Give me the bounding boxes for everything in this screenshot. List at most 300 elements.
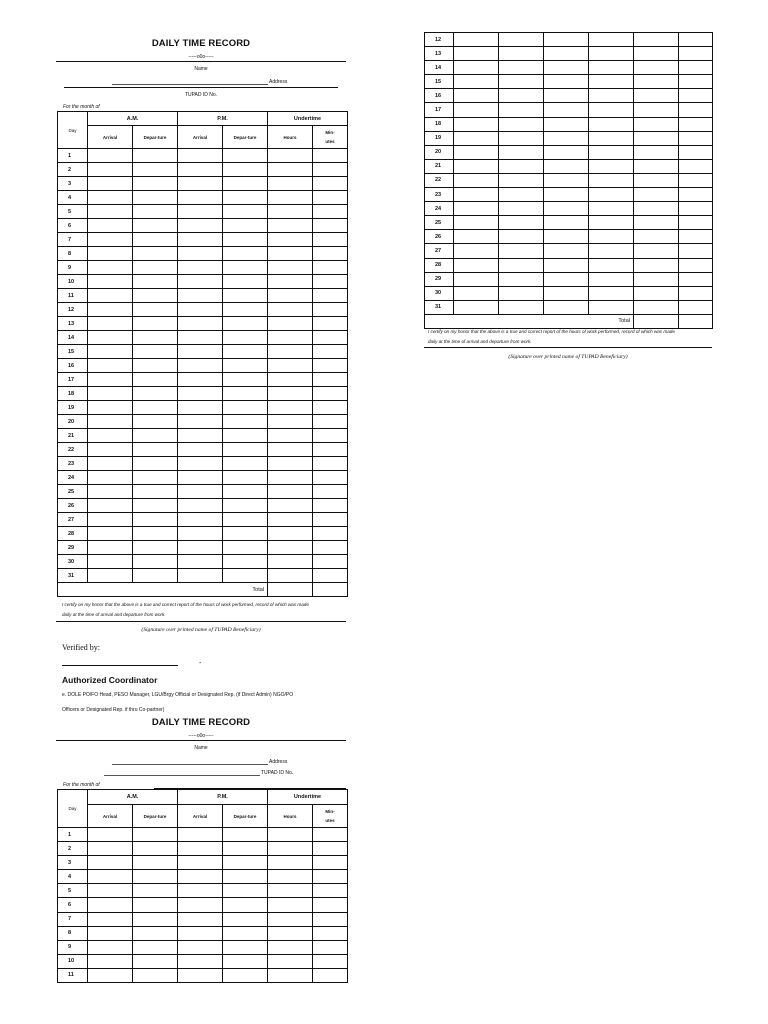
pm-departure-cell[interactable] xyxy=(223,457,268,471)
pm-arrival-cell[interactable] xyxy=(178,443,223,457)
am-arrival-cell[interactable] xyxy=(88,541,133,555)
undertime-hours-cell[interactable] xyxy=(268,968,313,982)
pm-departure-cell[interactable] xyxy=(223,842,268,856)
am-departure-cell[interactable] xyxy=(133,884,178,898)
am-arrival-cell[interactable] xyxy=(88,828,133,842)
am-arrival-cell[interactable] xyxy=(454,258,499,272)
undertime-minutes-cell[interactable] xyxy=(313,191,348,205)
undertime-minutes-cell[interactable] xyxy=(313,233,348,247)
am-arrival-cell[interactable] xyxy=(88,513,133,527)
am-departure-cell[interactable] xyxy=(133,387,178,401)
undertime-hours-cell[interactable] xyxy=(268,527,313,541)
pm-arrival-cell[interactable] xyxy=(178,940,223,954)
pm-departure-cell[interactable] xyxy=(223,884,268,898)
pm-departure-cell[interactable] xyxy=(223,149,268,163)
pm-arrival-cell[interactable] xyxy=(544,244,589,258)
am-arrival-cell[interactable] xyxy=(88,247,133,261)
undertime-hours-cell[interactable] xyxy=(268,233,313,247)
am-departure-cell[interactable] xyxy=(133,163,178,177)
am-arrival-cell[interactable] xyxy=(88,429,133,443)
am-arrival-cell[interactable] xyxy=(88,345,133,359)
undertime-minutes-cell[interactable] xyxy=(313,968,348,982)
pm-departure-cell[interactable] xyxy=(223,940,268,954)
undertime-hours-cell[interactable] xyxy=(268,912,313,926)
am-departure-cell[interactable] xyxy=(499,145,544,159)
am-departure-cell[interactable] xyxy=(499,159,544,173)
am-departure-cell[interactable] xyxy=(133,912,178,926)
am-departure-cell[interactable] xyxy=(499,258,544,272)
pm-arrival-cell[interactable] xyxy=(178,828,223,842)
undertime-hours-cell[interactable] xyxy=(268,191,313,205)
pm-arrival-cell[interactable] xyxy=(178,555,223,569)
pm-arrival-cell[interactable] xyxy=(178,359,223,373)
undertime-hours-cell[interactable] xyxy=(268,513,313,527)
undertime-minutes-cell[interactable] xyxy=(313,289,348,303)
am-arrival-cell[interactable] xyxy=(88,331,133,345)
pm-arrival-cell[interactable] xyxy=(178,569,223,583)
undertime-minutes-cell[interactable] xyxy=(313,940,348,954)
undertime-minutes-cell[interactable] xyxy=(679,61,713,75)
undertime-hours-cell[interactable] xyxy=(634,272,679,286)
undertime-hours-cell[interactable] xyxy=(634,300,679,314)
pm-departure-cell[interactable] xyxy=(223,485,268,499)
undertime-hours-cell[interactable] xyxy=(268,429,313,443)
undertime-minutes-cell[interactable] xyxy=(313,912,348,926)
am-departure-cell[interactable] xyxy=(499,33,544,47)
am-arrival-cell[interactable] xyxy=(88,954,133,968)
pm-arrival-cell[interactable] xyxy=(544,47,589,61)
undertime-minutes-cell[interactable] xyxy=(313,954,348,968)
am-departure-cell[interactable] xyxy=(133,219,178,233)
pm-arrival-cell[interactable] xyxy=(178,373,223,387)
am-arrival-cell[interactable] xyxy=(88,219,133,233)
undertime-hours-cell[interactable] xyxy=(268,387,313,401)
undertime-minutes-cell[interactable] xyxy=(679,47,713,61)
am-departure-cell[interactable] xyxy=(499,131,544,145)
pm-arrival-cell[interactable] xyxy=(178,499,223,513)
pm-arrival-cell[interactable] xyxy=(544,33,589,47)
pm-departure-cell[interactable] xyxy=(589,216,634,230)
pm-departure-cell[interactable] xyxy=(223,289,268,303)
pm-arrival-cell[interactable] xyxy=(178,387,223,401)
am-arrival-cell[interactable] xyxy=(454,244,499,258)
pm-arrival-cell[interactable] xyxy=(178,856,223,870)
am-arrival-cell[interactable] xyxy=(454,89,499,103)
pm-arrival-cell[interactable] xyxy=(178,954,223,968)
pm-arrival-cell[interactable] xyxy=(178,527,223,541)
undertime-minutes-cell[interactable] xyxy=(679,216,713,230)
pm-departure-cell[interactable] xyxy=(589,244,634,258)
undertime-hours-cell[interactable] xyxy=(634,188,679,202)
pm-arrival-cell[interactable] xyxy=(544,188,589,202)
am-arrival-cell[interactable] xyxy=(454,230,499,244)
am-arrival-cell[interactable] xyxy=(88,555,133,569)
am-arrival-cell[interactable] xyxy=(454,173,499,187)
pm-arrival-cell[interactable] xyxy=(544,103,589,117)
pm-arrival-cell[interactable] xyxy=(178,898,223,912)
undertime-hours-cell[interactable] xyxy=(634,117,679,131)
pm-departure-cell[interactable] xyxy=(223,191,268,205)
undertime-minutes-cell[interactable] xyxy=(313,828,348,842)
am-arrival-cell[interactable] xyxy=(454,75,499,89)
undertime-hours-cell[interactable] xyxy=(634,202,679,216)
undertime-hours-cell[interactable] xyxy=(268,485,313,499)
am-arrival-cell[interactable] xyxy=(454,33,499,47)
am-arrival-cell[interactable] xyxy=(88,373,133,387)
pm-arrival-cell[interactable] xyxy=(178,926,223,940)
am-departure-cell[interactable] xyxy=(133,926,178,940)
undertime-minutes-cell[interactable] xyxy=(313,569,348,583)
am-arrival-cell[interactable] xyxy=(88,926,133,940)
pm-arrival-cell[interactable] xyxy=(544,61,589,75)
undertime-minutes-cell[interactable] xyxy=(313,415,348,429)
pm-arrival-cell[interactable] xyxy=(178,415,223,429)
pm-departure-cell[interactable] xyxy=(223,401,268,415)
pm-departure-cell[interactable] xyxy=(223,513,268,527)
pm-arrival-cell[interactable] xyxy=(544,89,589,103)
pm-arrival-cell[interactable] xyxy=(178,457,223,471)
undertime-hours-cell[interactable] xyxy=(634,103,679,117)
undertime-hours-cell[interactable] xyxy=(268,401,313,415)
pm-arrival-cell[interactable] xyxy=(178,149,223,163)
pm-departure-cell[interactable] xyxy=(223,331,268,345)
undertime-minutes-cell[interactable] xyxy=(313,331,348,345)
am-departure-cell[interactable] xyxy=(133,177,178,191)
pm-departure-cell[interactable] xyxy=(589,131,634,145)
undertime-hours-cell[interactable] xyxy=(634,173,679,187)
am-arrival-cell[interactable] xyxy=(88,898,133,912)
total-hours-cell[interactable] xyxy=(268,583,313,597)
pm-arrival-cell[interactable] xyxy=(178,261,223,275)
undertime-minutes-cell[interactable] xyxy=(313,429,348,443)
undertime-minutes-cell[interactable] xyxy=(313,926,348,940)
pm-arrival-cell[interactable] xyxy=(178,401,223,415)
undertime-hours-cell[interactable] xyxy=(634,159,679,173)
undertime-hours-cell[interactable] xyxy=(268,261,313,275)
pm-arrival-cell[interactable] xyxy=(544,230,589,244)
undertime-hours-cell[interactable] xyxy=(634,33,679,47)
am-arrival-cell[interactable] xyxy=(88,261,133,275)
undertime-hours-cell[interactable] xyxy=(268,345,313,359)
pm-arrival-cell[interactable] xyxy=(178,912,223,926)
pm-departure-cell[interactable] xyxy=(223,898,268,912)
am-departure-cell[interactable] xyxy=(133,485,178,499)
undertime-hours-cell[interactable] xyxy=(268,954,313,968)
am-departure-cell[interactable] xyxy=(133,541,178,555)
pm-arrival-cell[interactable] xyxy=(178,289,223,303)
pm-departure-cell[interactable] xyxy=(223,415,268,429)
am-departure-cell[interactable] xyxy=(133,261,178,275)
undertime-hours-cell[interactable] xyxy=(268,856,313,870)
undertime-hours-cell[interactable] xyxy=(268,331,313,345)
undertime-minutes-cell[interactable] xyxy=(313,856,348,870)
pm-departure-cell[interactable] xyxy=(223,219,268,233)
am-arrival-cell[interactable] xyxy=(454,202,499,216)
pm-departure-cell[interactable] xyxy=(223,261,268,275)
am-arrival-cell[interactable] xyxy=(454,145,499,159)
undertime-hours-cell[interactable] xyxy=(268,219,313,233)
pm-departure-cell[interactable] xyxy=(223,870,268,884)
pm-departure-cell[interactable] xyxy=(223,387,268,401)
undertime-hours-cell[interactable] xyxy=(268,541,313,555)
am-arrival-cell[interactable] xyxy=(88,457,133,471)
pm-departure-cell[interactable] xyxy=(223,499,268,513)
am-departure-cell[interactable] xyxy=(133,471,178,485)
pm-departure-cell[interactable] xyxy=(589,188,634,202)
undertime-hours-cell[interactable] xyxy=(268,884,313,898)
am-departure-cell[interactable] xyxy=(133,415,178,429)
am-arrival-cell[interactable] xyxy=(88,191,133,205)
am-departure-cell[interactable] xyxy=(133,443,178,457)
undertime-minutes-cell[interactable] xyxy=(313,373,348,387)
undertime-hours-cell[interactable] xyxy=(634,47,679,61)
pm-arrival-cell[interactable] xyxy=(544,286,589,300)
undertime-hours-cell[interactable] xyxy=(268,415,313,429)
total-minutes-cell[interactable] xyxy=(313,583,348,597)
am-arrival-cell[interactable] xyxy=(88,527,133,541)
pm-arrival-cell[interactable] xyxy=(178,485,223,499)
pm-departure-cell[interactable] xyxy=(223,317,268,331)
am-departure-cell[interactable] xyxy=(499,286,544,300)
am-departure-cell[interactable] xyxy=(133,149,178,163)
am-departure-cell[interactable] xyxy=(133,373,178,387)
undertime-minutes-cell[interactable] xyxy=(679,286,713,300)
am-arrival-cell[interactable] xyxy=(454,216,499,230)
am-departure-cell[interactable] xyxy=(499,47,544,61)
undertime-minutes-cell[interactable] xyxy=(313,275,348,289)
undertime-minutes-cell[interactable] xyxy=(313,527,348,541)
pm-departure-cell[interactable] xyxy=(223,555,268,569)
am-departure-cell[interactable] xyxy=(133,275,178,289)
am-arrival-cell[interactable] xyxy=(454,188,499,202)
am-arrival-cell[interactable] xyxy=(454,131,499,145)
undertime-hours-cell[interactable] xyxy=(634,244,679,258)
undertime-hours-cell[interactable] xyxy=(268,555,313,569)
pm-departure-cell[interactable] xyxy=(223,429,268,443)
undertime-hours-cell[interactable] xyxy=(268,457,313,471)
pm-departure-cell[interactable] xyxy=(223,359,268,373)
am-departure-cell[interactable] xyxy=(133,401,178,415)
am-departure-cell[interactable] xyxy=(133,233,178,247)
am-departure-cell[interactable] xyxy=(133,191,178,205)
undertime-minutes-cell[interactable] xyxy=(679,244,713,258)
pm-departure-cell[interactable] xyxy=(589,300,634,314)
am-departure-cell[interactable] xyxy=(133,828,178,842)
am-arrival-cell[interactable] xyxy=(88,359,133,373)
undertime-hours-cell[interactable] xyxy=(268,275,313,289)
undertime-minutes-cell[interactable] xyxy=(679,75,713,89)
pm-departure-cell[interactable] xyxy=(589,47,634,61)
pm-arrival-cell[interactable] xyxy=(178,842,223,856)
pm-departure-cell[interactable] xyxy=(223,954,268,968)
am-departure-cell[interactable] xyxy=(499,103,544,117)
undertime-minutes-cell[interactable] xyxy=(679,103,713,117)
pm-departure-cell[interactable] xyxy=(223,541,268,555)
am-departure-cell[interactable] xyxy=(133,842,178,856)
undertime-minutes-cell[interactable] xyxy=(313,205,348,219)
am-arrival-cell[interactable] xyxy=(88,233,133,247)
undertime-hours-cell[interactable] xyxy=(268,177,313,191)
undertime-minutes-cell[interactable] xyxy=(679,89,713,103)
pm-departure-cell[interactable] xyxy=(589,230,634,244)
undertime-hours-cell[interactable] xyxy=(268,926,313,940)
pm-departure-cell[interactable] xyxy=(223,205,268,219)
am-departure-cell[interactable] xyxy=(133,247,178,261)
undertime-minutes-cell[interactable] xyxy=(679,145,713,159)
pm-departure-cell[interactable] xyxy=(589,75,634,89)
undertime-hours-cell[interactable] xyxy=(634,216,679,230)
am-arrival-cell[interactable] xyxy=(88,443,133,457)
pm-departure-cell[interactable] xyxy=(589,61,634,75)
am-departure-cell[interactable] xyxy=(133,940,178,954)
pm-arrival-cell[interactable] xyxy=(178,205,223,219)
undertime-hours-cell[interactable] xyxy=(634,286,679,300)
am-departure-cell[interactable] xyxy=(133,429,178,443)
pm-departure-cell[interactable] xyxy=(223,856,268,870)
am-arrival-cell[interactable] xyxy=(88,968,133,982)
am-departure-cell[interactable] xyxy=(499,202,544,216)
undertime-minutes-cell[interactable] xyxy=(313,884,348,898)
am-departure-cell[interactable] xyxy=(133,331,178,345)
undertime-hours-cell[interactable] xyxy=(268,317,313,331)
undertime-hours-cell[interactable] xyxy=(268,870,313,884)
pm-arrival-cell[interactable] xyxy=(178,191,223,205)
pm-arrival-cell[interactable] xyxy=(544,202,589,216)
pm-arrival-cell[interactable] xyxy=(544,145,589,159)
am-arrival-cell[interactable] xyxy=(88,303,133,317)
pm-arrival-cell[interactable] xyxy=(544,117,589,131)
undertime-hours-cell[interactable] xyxy=(268,163,313,177)
pm-departure-cell[interactable] xyxy=(589,145,634,159)
undertime-minutes-cell[interactable] xyxy=(313,387,348,401)
pm-departure-cell[interactable] xyxy=(223,968,268,982)
am-departure-cell[interactable] xyxy=(133,527,178,541)
pm-arrival-cell[interactable] xyxy=(178,513,223,527)
pm-departure-cell[interactable] xyxy=(223,163,268,177)
pm-departure-cell[interactable] xyxy=(223,443,268,457)
undertime-hours-cell[interactable] xyxy=(634,131,679,145)
am-departure-cell[interactable] xyxy=(133,457,178,471)
undertime-hours-cell[interactable] xyxy=(634,89,679,103)
undertime-minutes-cell[interactable] xyxy=(313,401,348,415)
undertime-minutes-cell[interactable] xyxy=(313,555,348,569)
am-departure-cell[interactable] xyxy=(499,173,544,187)
pm-arrival-cell[interactable] xyxy=(178,163,223,177)
undertime-hours-cell[interactable] xyxy=(268,499,313,513)
undertime-hours-cell[interactable] xyxy=(268,569,313,583)
am-arrival-cell[interactable] xyxy=(88,163,133,177)
undertime-minutes-cell[interactable] xyxy=(313,457,348,471)
pm-departure-cell[interactable] xyxy=(223,926,268,940)
undertime-minutes-cell[interactable] xyxy=(313,443,348,457)
am-arrival-cell[interactable] xyxy=(88,275,133,289)
am-departure-cell[interactable] xyxy=(499,272,544,286)
undertime-minutes-cell[interactable] xyxy=(313,261,348,275)
am-arrival-cell[interactable] xyxy=(454,300,499,314)
pm-arrival-cell[interactable] xyxy=(178,968,223,982)
am-departure-cell[interactable] xyxy=(133,968,178,982)
am-departure-cell[interactable] xyxy=(133,359,178,373)
pm-arrival-cell[interactable] xyxy=(544,75,589,89)
undertime-hours-cell[interactable] xyxy=(268,373,313,387)
pm-arrival-cell[interactable] xyxy=(178,275,223,289)
undertime-minutes-cell[interactable] xyxy=(313,303,348,317)
pm-arrival-cell[interactable] xyxy=(178,219,223,233)
am-arrival-cell[interactable] xyxy=(88,569,133,583)
undertime-hours-cell[interactable] xyxy=(268,149,313,163)
pm-departure-cell[interactable] xyxy=(589,89,634,103)
am-arrival-cell[interactable] xyxy=(454,117,499,131)
undertime-minutes-cell[interactable] xyxy=(313,247,348,261)
undertime-minutes-cell[interactable] xyxy=(679,173,713,187)
am-arrival-cell[interactable] xyxy=(88,471,133,485)
pm-arrival-cell[interactable] xyxy=(178,317,223,331)
am-arrival-cell[interactable] xyxy=(454,272,499,286)
undertime-hours-cell[interactable] xyxy=(268,940,313,954)
undertime-minutes-cell[interactable] xyxy=(679,258,713,272)
am-departure-cell[interactable] xyxy=(499,75,544,89)
am-arrival-cell[interactable] xyxy=(88,842,133,856)
am-departure-cell[interactable] xyxy=(499,89,544,103)
pm-departure-cell[interactable] xyxy=(589,33,634,47)
pm-departure-cell[interactable] xyxy=(589,272,634,286)
am-arrival-cell[interactable] xyxy=(88,856,133,870)
pm-departure-cell[interactable] xyxy=(223,303,268,317)
undertime-hours-cell[interactable] xyxy=(268,443,313,457)
pm-arrival-cell[interactable] xyxy=(178,870,223,884)
pm-departure-cell[interactable] xyxy=(223,345,268,359)
am-arrival-cell[interactable] xyxy=(88,177,133,191)
am-arrival-cell[interactable] xyxy=(454,61,499,75)
undertime-minutes-cell[interactable] xyxy=(313,149,348,163)
pm-arrival-cell[interactable] xyxy=(544,300,589,314)
am-arrival-cell[interactable] xyxy=(88,149,133,163)
undertime-hours-cell[interactable] xyxy=(268,289,313,303)
pm-arrival-cell[interactable] xyxy=(178,429,223,443)
pm-departure-cell[interactable] xyxy=(589,258,634,272)
undertime-minutes-cell[interactable] xyxy=(313,513,348,527)
pm-departure-cell[interactable] xyxy=(223,828,268,842)
pm-arrival-cell[interactable] xyxy=(178,345,223,359)
undertime-hours-cell[interactable] xyxy=(268,359,313,373)
am-arrival-cell[interactable] xyxy=(88,870,133,884)
undertime-hours-cell[interactable] xyxy=(268,205,313,219)
undertime-hours-cell[interactable] xyxy=(268,842,313,856)
pm-arrival-cell[interactable] xyxy=(178,471,223,485)
am-departure-cell[interactable] xyxy=(133,954,178,968)
undertime-minutes-cell[interactable] xyxy=(313,359,348,373)
undertime-hours-cell[interactable] xyxy=(268,247,313,261)
pm-arrival-cell[interactable] xyxy=(178,233,223,247)
am-departure-cell[interactable] xyxy=(133,303,178,317)
undertime-minutes-cell[interactable] xyxy=(679,159,713,173)
undertime-minutes-cell[interactable] xyxy=(313,898,348,912)
pm-arrival-cell[interactable] xyxy=(544,131,589,145)
pm-arrival-cell[interactable] xyxy=(178,247,223,261)
undertime-minutes-cell[interactable] xyxy=(679,188,713,202)
pm-departure-cell[interactable] xyxy=(223,233,268,247)
am-arrival-cell[interactable] xyxy=(88,415,133,429)
undertime-minutes-cell[interactable] xyxy=(679,117,713,131)
am-departure-cell[interactable] xyxy=(133,289,178,303)
am-departure-cell[interactable] xyxy=(133,555,178,569)
pm-arrival-cell[interactable] xyxy=(178,303,223,317)
pm-arrival-cell[interactable] xyxy=(544,258,589,272)
am-arrival-cell[interactable] xyxy=(454,159,499,173)
pm-departure-cell[interactable] xyxy=(223,177,268,191)
pm-arrival-cell[interactable] xyxy=(178,177,223,191)
undertime-minutes-cell[interactable] xyxy=(679,230,713,244)
